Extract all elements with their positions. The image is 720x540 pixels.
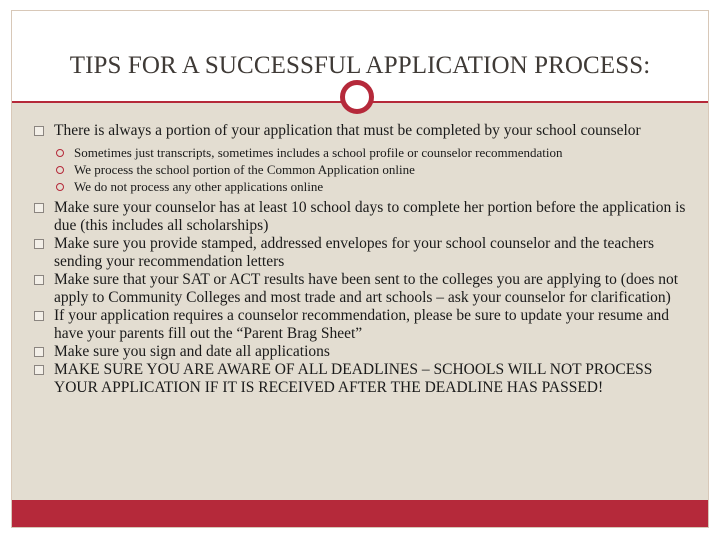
ring-bullet-icon xyxy=(56,183,64,191)
sub-list-item xyxy=(54,178,690,195)
square-bullet-icon xyxy=(34,347,44,357)
square-bullet-icon xyxy=(34,126,44,136)
square-bullet-icon xyxy=(34,203,44,213)
list-item xyxy=(34,361,690,397)
square-bullet-icon xyxy=(34,239,44,249)
sub-list-item xyxy=(54,144,690,161)
footer-band xyxy=(12,500,708,527)
square-bullet-icon xyxy=(34,275,44,285)
bullet-text: MAKE SURE YOU ARE AWARE OF ALL DEADLINES – SCHOOLS WILL NOT PROCESS YOUR APPLICATION IF IT IS RECEIVED AFTER THE DEADLINE HAS PASSED! xyxy=(54,361,653,396)
bullet-text: Make sure that your SAT or ACT results have been sent to the colleges you are applying to (does not apply to Community Colleges and most trade and art schools – ask your counselor for clarification) xyxy=(54,271,679,306)
sub-list-item xyxy=(54,161,690,178)
bullet-text: If your application requires a counselor recommendation, please be sure to update your resume and have your parents fill out the “Parent Brag Sheet” xyxy=(54,307,670,342)
ring-bullet-icon xyxy=(56,166,64,174)
bullet-text: Make sure your counselor has at least 10 school days to complete her portion before the application is due (this includes all scholarships) xyxy=(54,199,686,234)
bullet-text: There is always a portion of your application that must be completed by your school counselor xyxy=(54,122,641,139)
list-item xyxy=(34,343,690,361)
list-item xyxy=(34,235,690,271)
bullet-list xyxy=(34,122,690,397)
ring-bullet-icon xyxy=(56,149,64,157)
list-item xyxy=(34,122,690,195)
square-bullet-icon xyxy=(34,365,44,375)
sub-bullet-list xyxy=(54,144,690,195)
list-item xyxy=(34,271,690,307)
bullet-text: Make sure you sign and date all applications xyxy=(54,343,330,360)
bullet-text: Make sure you provide stamped, addressed envelopes for your school counselor and the teachers sending your recommendation letters xyxy=(54,235,655,270)
sub-bullet-text: We process the school portion of the Common Application online xyxy=(74,162,415,177)
sub-bullet-text: We do not process any other applications online xyxy=(74,179,324,194)
circle-ornament-icon xyxy=(340,80,374,114)
sub-bullet-text: Sometimes just transcripts, sometimes includes a school profile or counselor recommendation xyxy=(74,145,563,160)
square-bullet-icon xyxy=(34,311,44,321)
list-item xyxy=(34,199,690,235)
slide-title: TIPS FOR A SUCCESSFUL APPLICATION PROCESS: xyxy=(69,52,651,79)
list-item xyxy=(34,307,690,343)
